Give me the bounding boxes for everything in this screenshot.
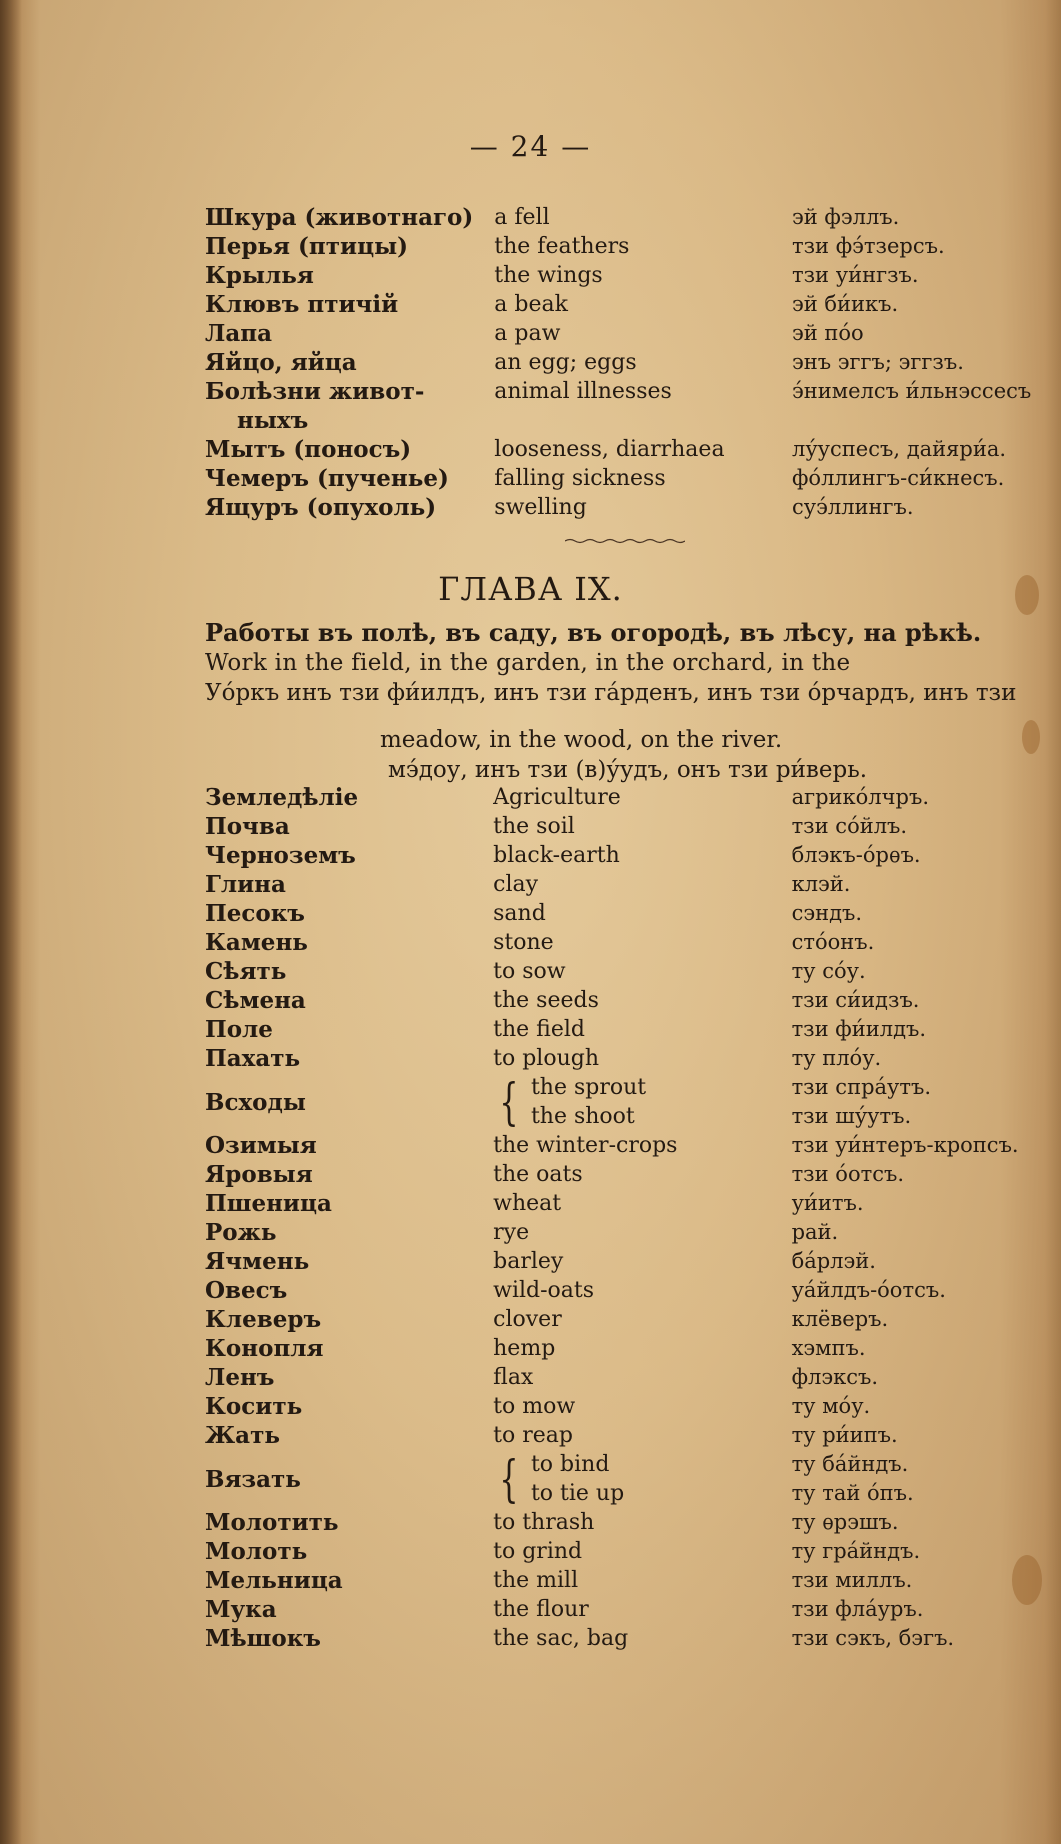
transcription: эй по́о [791, 321, 864, 345]
transcription: флэксъ. [791, 1365, 879, 1389]
russian-word: Шкура (животнаго) [205, 204, 474, 231]
transcription: тзи уи́нгзъ. [791, 263, 919, 287]
transcription: уа́йлдъ-о́отсъ. [791, 1278, 946, 1302]
russian-word: Ящуръ (опухоль) [205, 494, 437, 521]
table-row [205, 435, 1061, 464]
russian-word: Мука [205, 1596, 277, 1623]
brace-mark: { [499, 1450, 519, 1508]
transcription: лу́успесъ, дайяри́а. [791, 437, 1007, 461]
russian-word: Сѣмена [205, 987, 306, 1014]
english-word: the mill [493, 1568, 579, 1593]
transcription: клэй. [791, 872, 851, 896]
english-word: to sow [493, 959, 566, 984]
transcription-group [792, 1073, 1061, 1131]
transcription: ту со́у. [791, 959, 866, 983]
russian-word: Жать [205, 1422, 280, 1449]
transcription: ту гра́йндъ. [791, 1539, 921, 1563]
english-word: to tie up [530, 1481, 625, 1506]
russian-word: Косить [205, 1393, 303, 1420]
english-word: barley [493, 1249, 564, 1274]
table-row [205, 899, 1061, 928]
english-word: to reap [493, 1423, 573, 1448]
russian-word: Овесъ [205, 1277, 288, 1304]
transcription: ту тай о́пъ. [791, 1481, 914, 1505]
transcription: э́нимелсъ и́льнэссесъ [791, 379, 1032, 403]
chapter-title: ГЛАВА IX. [438, 570, 623, 608]
english-word: swelling [494, 495, 587, 520]
english-word: the seeds [493, 988, 599, 1013]
table-row [205, 1073, 1061, 1131]
chapter-subtitle-english-cont: meadow, in the wood, on the river. [380, 727, 783, 753]
russian-word: Пшеница [205, 1190, 332, 1217]
table-row [205, 986, 1061, 1015]
english-word: the oats [493, 1162, 583, 1187]
table-row [205, 348, 1061, 377]
english-word: the sac, bag [493, 1626, 629, 1651]
table-row [205, 1247, 1061, 1276]
transcription: рай. [791, 1220, 839, 1244]
transcription: уи́итъ. [791, 1191, 864, 1215]
english-word: a paw [494, 321, 561, 346]
english-word: looseness, diarrhaea [494, 437, 725, 462]
english-word: the field [493, 1017, 585, 1042]
russian-word: Поле [205, 1016, 273, 1043]
transcription-group [792, 1450, 1061, 1508]
russian-word: Чемеръ (пученье) [205, 465, 449, 492]
russian-word: Камень [205, 929, 308, 956]
russian-word: Песокъ [205, 900, 305, 927]
russian-word: Лапа [205, 320, 272, 347]
russian-word: Яровыя [205, 1161, 313, 1188]
transcription: хэмпъ. [791, 1336, 866, 1360]
table-row [205, 290, 1061, 319]
russian-word: Всходы [205, 1088, 306, 1116]
english-word: wheat [493, 1191, 562, 1216]
table-row [205, 812, 1061, 841]
english-word: to thrash [493, 1510, 595, 1535]
transcription: тзи спра́утъ. [791, 1075, 932, 1099]
english-word: animal illnesses [494, 379, 672, 404]
english-word: Agriculture [493, 785, 621, 810]
transcription: тзи сэкъ, бэгъ. [791, 1626, 955, 1650]
transcription: суэ́ллингъ. [791, 495, 914, 519]
table-row [205, 1392, 1061, 1421]
table-row [205, 1363, 1061, 1392]
transcription: тзи уи́нтеръ-кропсъ. [791, 1133, 1019, 1157]
table-row [205, 1276, 1061, 1305]
vocab-table-animals [205, 203, 1061, 522]
transcription: тзи о́отсъ. [791, 1162, 905, 1186]
english-word-group [493, 1450, 791, 1508]
english-word: the winter-crops [493, 1133, 678, 1158]
table-row [205, 1015, 1061, 1044]
transcription: ту ба́йндъ. [791, 1452, 909, 1476]
russian-word: Вязать [205, 1465, 301, 1493]
english-word: the flour [493, 1597, 589, 1622]
transcription: тзи си́идзъ. [791, 988, 920, 1012]
english-word: falling sickness [494, 466, 666, 491]
russian-word: Крылья [205, 262, 314, 289]
transcription: эй би́икъ. [791, 292, 899, 316]
russian-word: Озимыя [205, 1132, 317, 1159]
russian-word: Яйцо, яйца [205, 349, 357, 376]
table-row [205, 1421, 1061, 1450]
brace-mark: { [499, 1073, 519, 1131]
table-row [205, 1537, 1061, 1566]
russian-word: Мытъ (поносъ) [205, 436, 412, 463]
russian-word: Конопля [205, 1335, 324, 1362]
transcription: ту ѳрэшъ. [791, 1510, 899, 1534]
english-word: sand [493, 901, 546, 926]
table-row [205, 1044, 1061, 1073]
transcription: блэкъ-о́рѳъ. [791, 843, 921, 867]
transcription: клёверъ. [791, 1307, 889, 1331]
transcription: ба́рлэй. [791, 1249, 876, 1273]
transcription: агрико́лчръ. [791, 785, 929, 809]
page-edge-shadow [0, 0, 22, 1844]
table-row [205, 928, 1061, 957]
table-row [205, 319, 1061, 348]
english-word: an egg; eggs [494, 350, 637, 375]
transcription: тзи со́йлъ. [791, 814, 908, 838]
transcription: эй фэллъ. [791, 205, 900, 229]
transcription: тзи фла́уръ. [791, 1597, 924, 1621]
table-row [205, 377, 1061, 435]
transcription: ту ри́ипъ. [791, 1423, 898, 1447]
transcription: тзи фэ́тзерсъ. [791, 234, 945, 258]
transcription: фо́ллингъ-си́кнесъ. [791, 466, 1005, 490]
russian-word: Клеверъ [205, 1306, 322, 1333]
russian-word: Сѣять [205, 958, 287, 985]
table-row [205, 1566, 1061, 1595]
table-row [205, 232, 1061, 261]
table-row [205, 493, 1061, 522]
english-word: clover [493, 1307, 562, 1332]
table-row [205, 1131, 1061, 1160]
russian-word: Ленъ [205, 1364, 275, 1391]
english-word: the feathers [494, 234, 630, 259]
russian-word: Почва [205, 813, 290, 840]
chapter-subtitle-russian: Работы въ полѣ, въ саду, въ огородѣ, въ лѣсу, на рѣкѣ. [205, 618, 982, 647]
english-word: wild-oats [493, 1278, 595, 1303]
russian-word: Пахать [205, 1045, 301, 1072]
english-word: black-earth [493, 843, 620, 868]
russian-word: Перья (птицы) [205, 233, 409, 260]
page-number: — 24 — [469, 130, 592, 163]
table-row [205, 1624, 1061, 1653]
english-word: hemp [493, 1336, 556, 1361]
english-word: a beak [494, 292, 568, 317]
russian-word: Глина [205, 871, 286, 898]
english-word: stone [493, 930, 554, 955]
english-word: the sprout [530, 1075, 647, 1100]
russian-word [205, 377, 494, 435]
english-word: the shoot [530, 1104, 635, 1129]
transcription: ту мо́у. [791, 1394, 871, 1418]
russian-word: Черноземъ [205, 842, 356, 869]
transcription: сто́онъ. [791, 930, 875, 954]
table-row [205, 203, 1061, 232]
english-word: to bind [530, 1452, 610, 1477]
transcription: энъ эггъ; эггзъ. [791, 350, 964, 374]
russian-word: Клювъ птичій [205, 291, 399, 318]
transcription: сэндъ. [791, 901, 863, 925]
table-row [205, 1305, 1061, 1334]
english-word: to mow [493, 1394, 576, 1419]
stain-mark [1022, 720, 1040, 754]
table-row [205, 1218, 1061, 1247]
table-row [205, 783, 1061, 812]
english-word: clay [493, 872, 539, 897]
table-row [205, 1450, 1061, 1508]
russian-word-line: Болѣзни живот- [205, 378, 425, 405]
chapter-subtitle-english: Work in the field, in the garden, in the orchard, in the [205, 650, 851, 676]
table-row [205, 1160, 1061, 1189]
transcription: тзи шу́утъ. [791, 1104, 912, 1128]
table-row [205, 1508, 1061, 1537]
russian-word: Молоть [205, 1538, 308, 1565]
english-word: the soil [493, 814, 575, 839]
russian-word: Ячмень [205, 1248, 310, 1275]
english-word: flax [493, 1365, 534, 1390]
english-word: the wings [494, 263, 603, 288]
table-row [205, 464, 1061, 493]
transcription: тзи миллъ. [791, 1568, 913, 1592]
table-row [205, 841, 1061, 870]
transcription: тзи фи́илдъ. [791, 1017, 927, 1041]
vocab-table-agriculture [205, 783, 1061, 1653]
english-word-group [493, 1073, 791, 1131]
russian-word: Молотить [205, 1509, 339, 1536]
english-word: a fell [494, 205, 550, 230]
table-row [205, 261, 1061, 290]
russian-word: Земледѣліе [205, 784, 359, 811]
russian-word: Рожь [205, 1219, 277, 1246]
table-row [205, 1189, 1061, 1218]
chapter-subtitle-transcription: Уо́ркъ инъ тзи фи́илдъ, инъ тзи га́рденъ, инъ тзи о́рчардъ, инъ тзи [205, 680, 1017, 706]
table-row [205, 1595, 1061, 1624]
table-row [205, 1334, 1061, 1363]
transcription: ту пло́у. [791, 1046, 882, 1070]
chapter-subtitle-transcription-cont: мэ́доу, инъ тзи (в)у́удъ, онъ тзи ри́верь. [388, 757, 868, 783]
russian-word-continuation: ныхъ [237, 407, 309, 434]
table-row [205, 870, 1061, 899]
english-word: rye [493, 1220, 530, 1245]
ornamental-divider [565, 538, 685, 544]
table-row [205, 957, 1061, 986]
english-word: to grind [493, 1539, 583, 1564]
russian-word: Мельница [205, 1567, 343, 1594]
english-word: to plough [493, 1046, 600, 1071]
russian-word: Мѣшокъ [205, 1625, 321, 1652]
